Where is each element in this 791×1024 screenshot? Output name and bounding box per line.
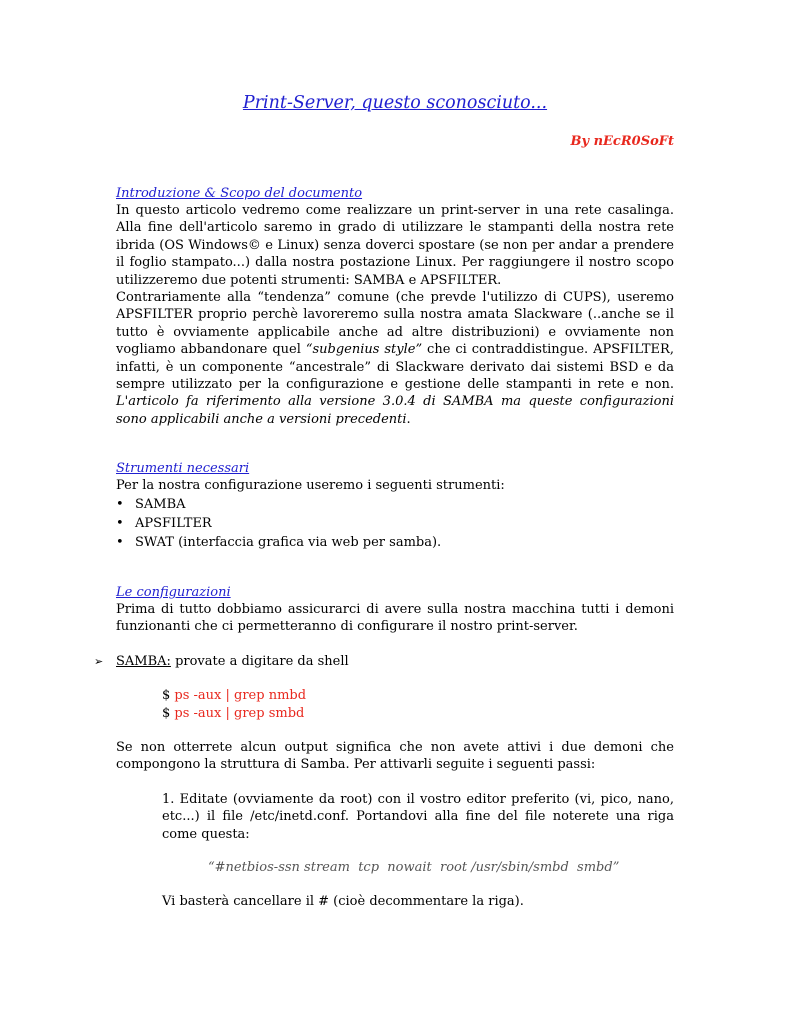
bullet-icon: •	[116, 497, 124, 512]
tools-intro: Per la nostra configurazione useremo i seguenti strumenti:	[116, 478, 505, 493]
step-1-conclusion: Vi basterà cancellare il # (cioè decommentare la riga).	[162, 894, 524, 909]
document-title[interactable]: Print-Server, questo sconosciuto...	[242, 93, 548, 113]
intro-text	[116, 202, 674, 428]
samba-instruction: provate a digitare da shell	[170, 654, 349, 669]
command-line-1	[162, 687, 306, 705]
command-text: ps -aux | grep nmbd	[174, 688, 307, 703]
section-heading-tools[interactable]: Strumenti necessari	[116, 461, 250, 476]
step-1-text: 1. Editate (ovviamente da root) con il vostro editor preferito (vi, pico, nano, etc...) il file /etc/inetd.conf. Portandovi alla fine del file noterete una riga come questa:	[162, 792, 674, 842]
tools-list	[116, 495, 441, 552]
bullet-icon: •	[116, 516, 124, 531]
list-item	[116, 533, 441, 552]
intro-p2-emphasis: “subgenius style”	[305, 342, 423, 358]
intro-p2-a: Contrariamente alla “tendenza” comune (che prevde l'utilizzo di CUPS), useremo APSFILTER proprio perchè lavoreremo sulla nostra amata Slackware (..anche se il tutto è ovviamente applicabile anche ad altre distribuzioni) e ovviamente non vogliamo abbandonare quel	[116, 290, 674, 358]
command-text: ps -aux | grep smbd	[174, 706, 305, 721]
intro-paragraph-2	[116, 289, 674, 428]
inetd-config-line: “#netbios-ssn stream tcp nowait root /usr/sbin/smbd smbd”	[208, 860, 620, 875]
bullet-icon: •	[116, 535, 124, 550]
arrow-bullet-icon: ➢	[94, 655, 104, 668]
section-heading-config[interactable]: Le configurazioni	[116, 585, 231, 600]
tool-label: APSFILTER	[135, 516, 212, 531]
list-item	[116, 495, 441, 514]
shell-prompt: $	[162, 706, 175, 721]
shell-prompt: $	[162, 688, 175, 703]
command-line-2	[162, 705, 304, 723]
intro-p2-b: che ci contraddistingue. APSFILTER, infatti, è un componente “ancestrale” di Slackware derivato dai sistemi BSD e da sempre utilizzato per la configurazione e gestione delle stampanti in rete e non.	[116, 342, 674, 393]
samba-label: SAMBA:	[116, 654, 171, 669]
samba-step	[94, 653, 349, 670]
intro-p2-emphasis-2: L'articolo fa riferimento alla versione 3.0.4 di SAMBA ma queste configurazioni sono applicabili anche a versioni precedenti	[116, 394, 674, 427]
tool-label: SWAT (interfaccia grafica via web per samba).	[135, 535, 442, 550]
section-heading-intro[interactable]: Introduzione & Scopo del documento	[116, 186, 363, 201]
intro-paragraph-1: In questo articolo vedremo come realizzare un print-server in una rete casalinga. Alla fine dell'articolo saremo in grado di utilizzare le stampanti della nostra rete ibrida (OS Windows© e Linux) senza doverci spostare (se non per andar a prendere il foglio stampato...) dalla nostra postazione Linux. Per raggiungere il nostro scopo utilizzeremo due potenti strumenti: SAMBA e APSFILTER.	[116, 203, 674, 288]
config-paragraph-2: Se non otterrete alcun output significa che non avete attivi i due demoni che compongono la struttura di Samba. Per attivarli seguite i seguenti passi:	[116, 740, 674, 773]
list-item	[116, 514, 441, 533]
config-paragraph-1: Prima di tutto dobbiamo assicurarci di avere sulla nostra macchina tutti i demoni funzionanti che ci permetteranno di configurare il nostro print-server.	[116, 602, 674, 635]
intro-p2-end: .	[406, 411, 411, 427]
tool-label: SAMBA	[135, 497, 186, 512]
author-byline: By nEcR0SoFt	[570, 134, 674, 149]
